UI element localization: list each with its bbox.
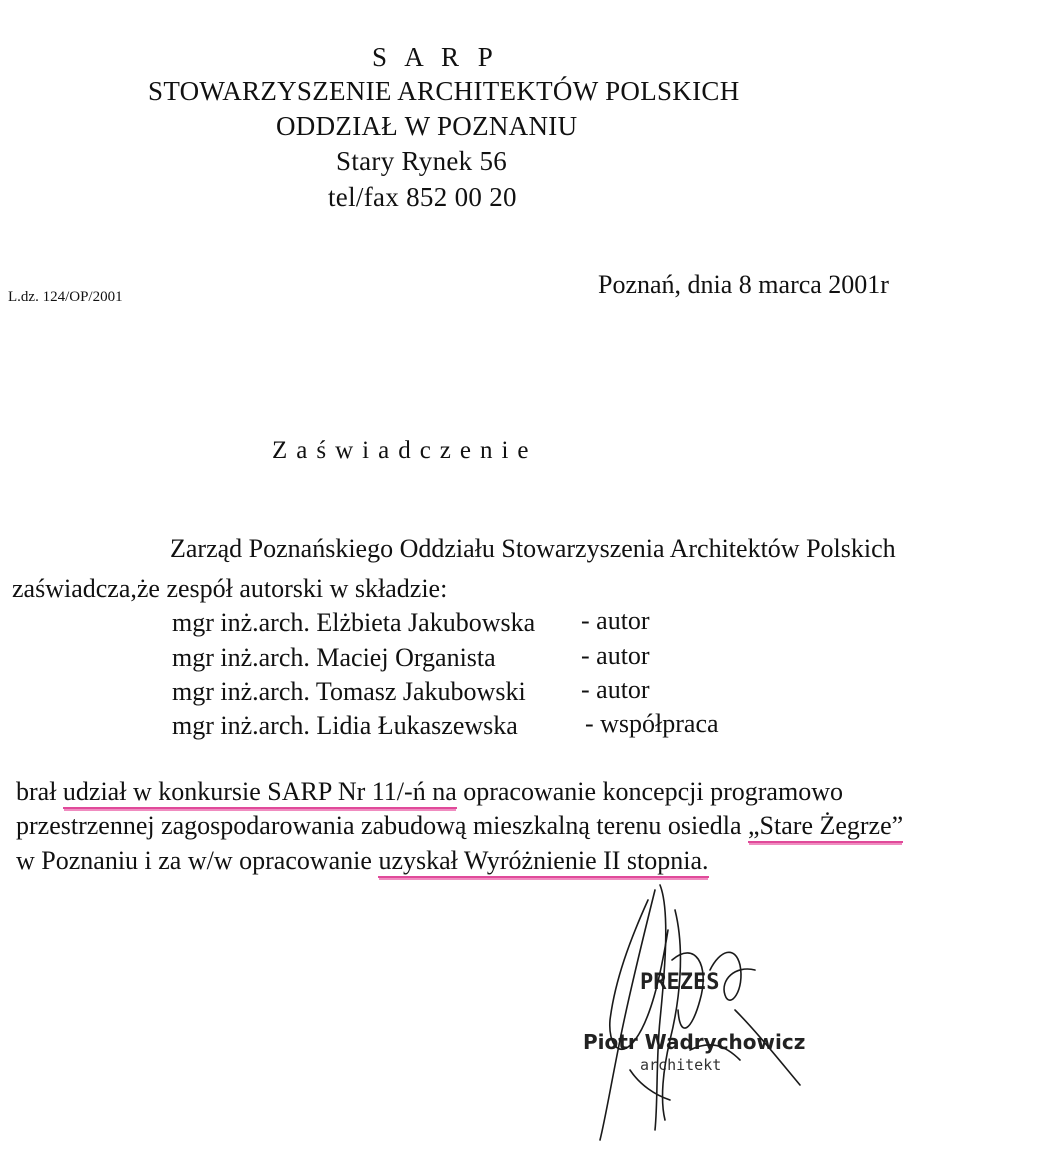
- handwritten-signature: [560, 870, 820, 1150]
- member-name: mgr inż.arch. Maciej Organista: [172, 643, 496, 672]
- member-name: mgr inż.arch. Tomasz Jakubowski: [172, 677, 526, 706]
- highlighted-competition: udział w konkursie SARP Nr 11/-ń na: [63, 777, 457, 809]
- stamp-profession: architekt: [640, 1056, 722, 1074]
- paragraph-text: opracowanie koncepcji programowo: [456, 777, 843, 806]
- intro-line-1: Zarząd Poznańskiego Oddziału Stowarzyszenia Architektów Polskich: [170, 534, 896, 563]
- paragraph-text: w Poznaniu i za w/w opracowanie: [16, 846, 379, 875]
- member-name: mgr inż.arch. Elżbieta Jakubowska: [172, 608, 536, 637]
- member-role: - autor: [581, 641, 650, 670]
- member-name: mgr inż.arch. Lidia Łukaszewska: [172, 711, 518, 740]
- member-role: - autor: [581, 606, 650, 635]
- header-phone: tel/fax 852 00 20: [328, 182, 517, 212]
- paragraph-text: brał: [16, 777, 63, 806]
- document-title: Zaświadczenie: [272, 437, 538, 464]
- header-sarp: S A R P: [372, 42, 499, 72]
- member-role: - autor: [581, 675, 650, 704]
- header-branch: ODDZIAŁ W POZNANIU: [276, 111, 578, 141]
- intro-line-2: zaświadcza,że zespół autorski w składzie:: [12, 574, 448, 603]
- stamp-title: PREZES: [640, 970, 720, 995]
- highlighted-award: uzyskał Wyróżnienie II stopnia.: [378, 846, 708, 878]
- highlighted-estate-name: „Stare Żegrze”: [748, 811, 903, 843]
- header-association-name: STOWARZYSZENIE ARCHITEKTÓW POLSKICH: [148, 76, 740, 106]
- header-address: Stary Rynek 56: [336, 146, 508, 176]
- paragraph-line-2: [16, 811, 903, 841]
- member-role: - współpraca: [585, 709, 719, 738]
- stamp-name: Piotr Wadrychowicz: [583, 1030, 806, 1054]
- paragraph-line-1: [16, 777, 843, 807]
- reference-number: L.dz. 124/OP/2001: [8, 289, 123, 305]
- date-line: Poznań, dnia 8 marca 2001r: [598, 270, 889, 299]
- paragraph-text: przestrzennej zagospodarowania zabudową mieszkalną terenu osiedla: [16, 811, 749, 840]
